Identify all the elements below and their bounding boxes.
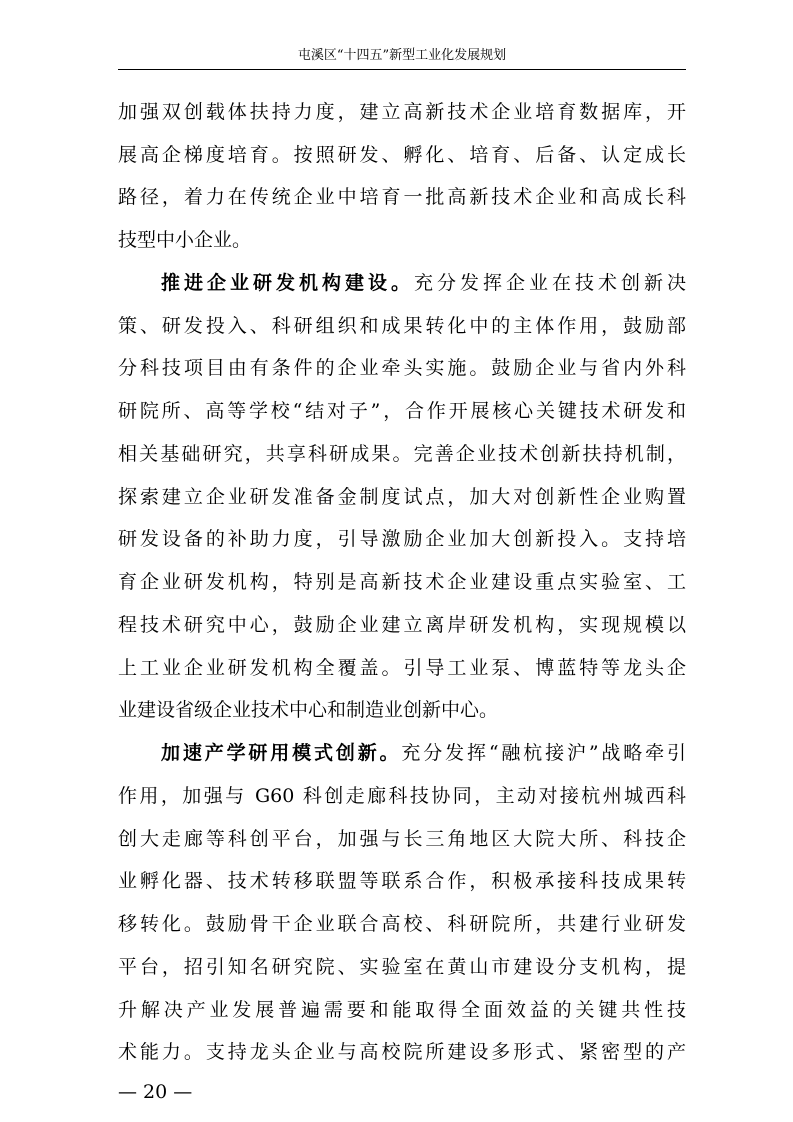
- section-heading-industry-academia: 加速产学研用模式创新。: [161, 742, 402, 764]
- text-line: 术能力。支持龙头企业与高校院所建设多形式、紧密型的产: [118, 1041, 686, 1063]
- header-divider: [118, 69, 686, 70]
- text-line: 作用，加强与 G60 科创走廊科技协同，主动对接杭州城西科: [118, 785, 686, 807]
- text-line: 程技术研究中心，鼓励企业建立离岸研发机构，实现规模以: [118, 614, 686, 636]
- text-line: 相关基础研究，共享科研成果。完善企业技术创新扶持机制，: [118, 443, 686, 465]
- text-line: 创大走廊等科创平台，加强与长三角地区大院大所、科技企: [118, 828, 686, 850]
- text-line: 育企业研发机构，特别是高新技术企业建设重点实验室、工: [118, 571, 686, 593]
- text-line: 路径，着力在传统企业中培育一批高新技术企业和高成长科: [118, 186, 686, 208]
- text-line: 移转化。鼓励骨干企业联合高校、科研院所，共建行业研发: [118, 913, 686, 935]
- text-line: 升解决产业发展普遍需要和能取得全面效益的关键共性技: [118, 999, 686, 1021]
- paragraph-first-line: [161, 732, 686, 775]
- text-line: 研院所、高等学校“结对子”，合作开展核心关键技术研发和: [118, 400, 686, 422]
- text-span: 充分发挥“融杭接沪”战略牵引: [401, 742, 686, 764]
- text-line: 加强双创载体扶持力度，建立高新技术企业培育数据库，开: [118, 101, 686, 123]
- text-line: 分科技项目由有条件的企业牵头实施。鼓励企业与省内外科: [118, 357, 686, 379]
- text-line: 探索建立企业研发准备金制度试点，加大对创新性企业购置: [118, 486, 686, 508]
- text-line: 策、研发投入、科研组织和成果转化中的主体作用，鼓励部: [118, 315, 686, 337]
- text-line: 技型中小企业。: [118, 229, 252, 251]
- text-line: 业建设省级企业技术中心和制造业创新中心。: [118, 699, 499, 721]
- paragraph-first-line: [161, 262, 686, 305]
- text-line: 上工业企业研发机构全覆盖。引导工业泵、博蓝特等龙头企: [118, 657, 686, 679]
- page-number: — 20 —: [118, 1081, 193, 1103]
- text-line: 平台，招引知名研究院、实验室在黄山市建设分支机构，提: [118, 956, 686, 978]
- text-line: 展高企梯度培育。按照研发、孵化、培育、后备、认定成长: [118, 144, 686, 166]
- section-heading-rd-institutions: 推进企业研发机构建设。: [161, 272, 414, 294]
- page-header-title: 屯溪区“十四五”新型工业化发展规划: [297, 48, 507, 63]
- text-span: 充分发挥企业在技术创新决: [414, 272, 686, 294]
- text-line: 业孵化器、技术转移联盟等联系合作，积极承接科技成果转: [118, 870, 686, 892]
- text-line: 研发设备的补助力度，引导激励企业加大创新投入。支持培: [118, 528, 686, 550]
